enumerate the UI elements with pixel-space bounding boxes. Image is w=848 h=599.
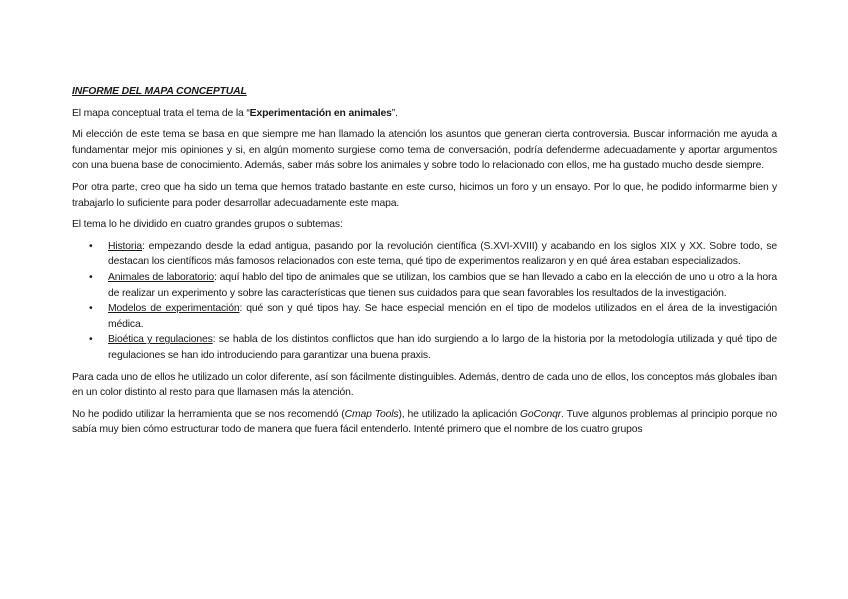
list-item-title: Bioética y regulaciones bbox=[108, 334, 213, 346]
tool-paragraph bbox=[72, 407, 777, 438]
document-heading: INFORME DEL MAPA CONCEPTUAL bbox=[72, 86, 247, 97]
list-item-historia bbox=[72, 239, 777, 270]
bullet-icon: • bbox=[89, 240, 93, 252]
list-item-animales bbox=[72, 270, 777, 301]
list-item-modelos bbox=[72, 301, 777, 332]
list-item-title: Modelos de experimentación bbox=[108, 303, 240, 315]
tool-text-3: . Tuve algunos problemas al principio porque no sabía muy bien cómo estructurar todo de manera que fuera fácil entenderlo. Intenté primero que el nombre de los cuatro grupos bbox=[72, 408, 778, 436]
intro-paragraph bbox=[72, 106, 777, 122]
list-item-bioetica bbox=[72, 332, 777, 363]
cmap-tools-name: Cmap Tools bbox=[344, 408, 399, 420]
list-item-title: Animales de laboratorio bbox=[108, 271, 215, 283]
division-paragraph: El tema lo he dividido en cuatro grandes grupos o subtemas: bbox=[72, 219, 343, 231]
choice-paragraph: Mi elección de este tema se basa en que siempre me han llamado la atención los asuntos que generan cierta controversia. Buscar información me ayuda a fundamentar mejor mis opiniones y si, en algún momento surgiese como tema de conversación, podría defenderme adecuadamente y aportar argumentos con una buena base de conocimiento. Además, saber más sobre los animales y sobre todo lo relacionado con ellos, me ha gustado mucho desde siempre. bbox=[72, 129, 777, 172]
list-item-text: : aquí hablo del tipo de animales que se utilizan, los cambios que se han llevado a cabo en la elección de uno u otro a la hora de realizar un experimento y sobre las características que tienen sus cuidados para que sean favorables los resultados de la investigación. bbox=[108, 271, 777, 299]
list-item-text: : empezando desde la edad antigua, pasando por la revolución científica (S.XVI-XVIII) y acabando en los siglos XIX y XX. Sobre todo, se destacan los científicos más famosos relacionados con este tema, qué tipo de experimentos realizaron y en qué área estaban especializados. bbox=[108, 240, 777, 268]
colors-paragraph: Para cada uno de ellos he utilizado un color diferente, así son fácilmente distinguibles. Además, dentro de cada uno de ellos, los conceptos más globales iban en un color distinto al resto para que llamasen más la atención. bbox=[72, 371, 777, 399]
list-item-text: : se habla de los distintos conflictos que han ido surgiendo a lo largo de la historia por la metodología utilizada y qué tipo de regulaciones se han ido introduciendo para garantizar una buena praxis. bbox=[108, 334, 777, 361]
topic-title: Experimentación en animales bbox=[249, 107, 392, 119]
document-page bbox=[72, 84, 777, 444]
tool-text-2: ), he utilizado la aplicación bbox=[398, 408, 520, 420]
intro-text-post: ”. bbox=[391, 107, 398, 119]
goconqr-name: GoConqr bbox=[519, 408, 562, 420]
tool-text-1: No he podido utilizar la herramienta que se nos recomendó ( bbox=[72, 408, 345, 420]
bullet-icon: • bbox=[89, 271, 93, 283]
subtopic-list bbox=[72, 239, 777, 364]
course-paragraph: Por otra parte, creo que ha sido un tema que hemos tratado bastante en este curso, hicimos un foro y un ensayo. Por lo que, he podido informarme bien y trabajarlo lo suficiente para poder desarrollar adecuadamente este mapa. bbox=[72, 181, 777, 209]
bullet-icon: • bbox=[89, 334, 93, 346]
intro-text-pre: El mapa conceptual trata el tema de la “ bbox=[72, 107, 250, 119]
list-item-title: Historia bbox=[108, 240, 143, 252]
bullet-icon: • bbox=[89, 303, 93, 315]
list-item-text: : qué son y qué tipos hay. Se hace especial mención en el tipo de modelos utilizados en el área de la investigación médica. bbox=[108, 303, 777, 330]
